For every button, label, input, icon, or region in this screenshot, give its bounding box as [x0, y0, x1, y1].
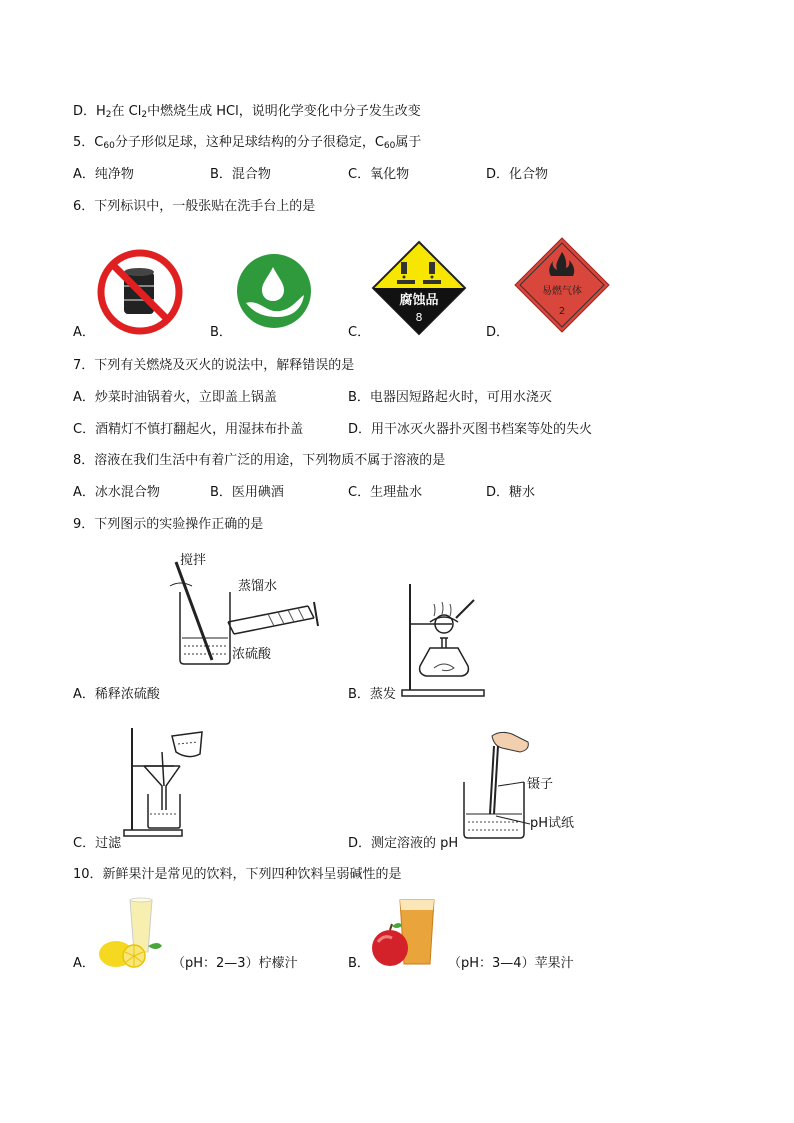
q4-option-d: [73, 103, 421, 124]
flammable-class: 2: [558, 306, 566, 317]
q6-label-a: A．: [73, 325, 95, 340]
q5-option-d: D．化合物: [486, 167, 549, 182]
q10-label-a: A．: [73, 956, 95, 971]
q6-stem: 6．下列标识中，一般张贴在洗手台上的是: [73, 199, 316, 214]
q9-option-d: D．测定溶液的 pH: [348, 836, 459, 851]
q4-text: 在 Cl: [111, 104, 142, 119]
q7-option-d: D．用干冰灭火器扑灭图书档案等处的失火: [348, 422, 593, 437]
q4-sub: 2: [141, 110, 148, 120]
apple-juice-icon: [370, 896, 442, 972]
water-saving-icon: [236, 253, 312, 329]
label-stir: 搅拌: [180, 553, 207, 568]
q7-option-a: A．炒菜时油锅着火，立即盖上锅盖: [73, 390, 277, 405]
q9-option-c: C．过滤: [73, 836, 122, 851]
q9-option-a: A．稀释浓硫酸: [73, 687, 160, 702]
flammable-label: 易燃气体: [542, 286, 582, 297]
no-oil-drum-icon: [96, 248, 184, 336]
label-ph-paper: pH试纸: [530, 816, 575, 831]
q8-option-c: C．生理盐水: [348, 485, 423, 500]
q5-option-a: A．纯净物: [73, 167, 134, 182]
q8-option-b: B．医用碘酒: [210, 485, 284, 500]
q9-option-b: B．蒸发: [348, 687, 396, 702]
q7-option-b: B．电器因短路起火时，可用水浇灭: [348, 390, 552, 405]
q6-label-d: D．: [486, 325, 510, 340]
q7-option-c: C．酒精灯不慎打翻起火，用湿抹布扑盖: [73, 422, 304, 437]
q7-stem: 7．下列有关燃烧及灭火的说法中，解释错误的是: [73, 358, 355, 373]
q5-stem: [73, 134, 421, 155]
q10-caption-b: （pH：3—4）苹果汁: [448, 956, 574, 971]
q8-option-d: D．糖水: [486, 485, 536, 500]
flammable-gas-sign: [513, 236, 611, 334]
label-tweezers: 镊子: [527, 777, 554, 792]
q10-stem: 10．新鲜果汁是常见的饮料，下列四种饮料呈弱碱性的是: [73, 867, 402, 882]
q8-option-a: A．冰水混合物: [73, 485, 160, 500]
q4-text: D．H: [73, 104, 106, 119]
q5-option-c: C．氧化物: [348, 167, 410, 182]
q8-stem: 8．溶液在我们生活中有着广泛的用途，下列物质不属于溶液的是: [73, 453, 446, 468]
q9-stem: 9．下列图示的实验操作正确的是: [73, 517, 264, 532]
q4-text: 中燃烧生成 HCl，说明化学变化中分子发生改变: [147, 104, 421, 119]
q5-option-b: B．混合物: [210, 167, 271, 182]
label-conc-acid: 浓硫酸: [232, 647, 272, 662]
q5-text: 分子形似足球，这种足球结构的分子很稳定，C: [114, 135, 384, 150]
corrosive-class: 8: [415, 311, 423, 324]
corrosive-label: 腐蚀品: [399, 293, 439, 308]
evaporation-diagram: [400, 582, 494, 698]
q5-sub: 60: [103, 141, 115, 151]
label-distilled-water: 蒸馏水: [238, 579, 278, 594]
corrosive-sign: [371, 240, 467, 336]
q4-sub: 2: [105, 110, 112, 120]
q5-sub: 60: [383, 141, 396, 151]
q6-label-c: C．: [348, 325, 371, 340]
q6-label-b: B．: [210, 325, 232, 340]
filtration-diagram: [122, 722, 214, 838]
q5-text: 5．C: [73, 135, 104, 150]
q5-text: 属于: [395, 135, 422, 150]
q10-label-b: B．: [348, 956, 370, 971]
lemon-juice-icon: [96, 896, 164, 972]
q10-caption-a: （pH：2—3）柠檬汁: [172, 956, 298, 971]
